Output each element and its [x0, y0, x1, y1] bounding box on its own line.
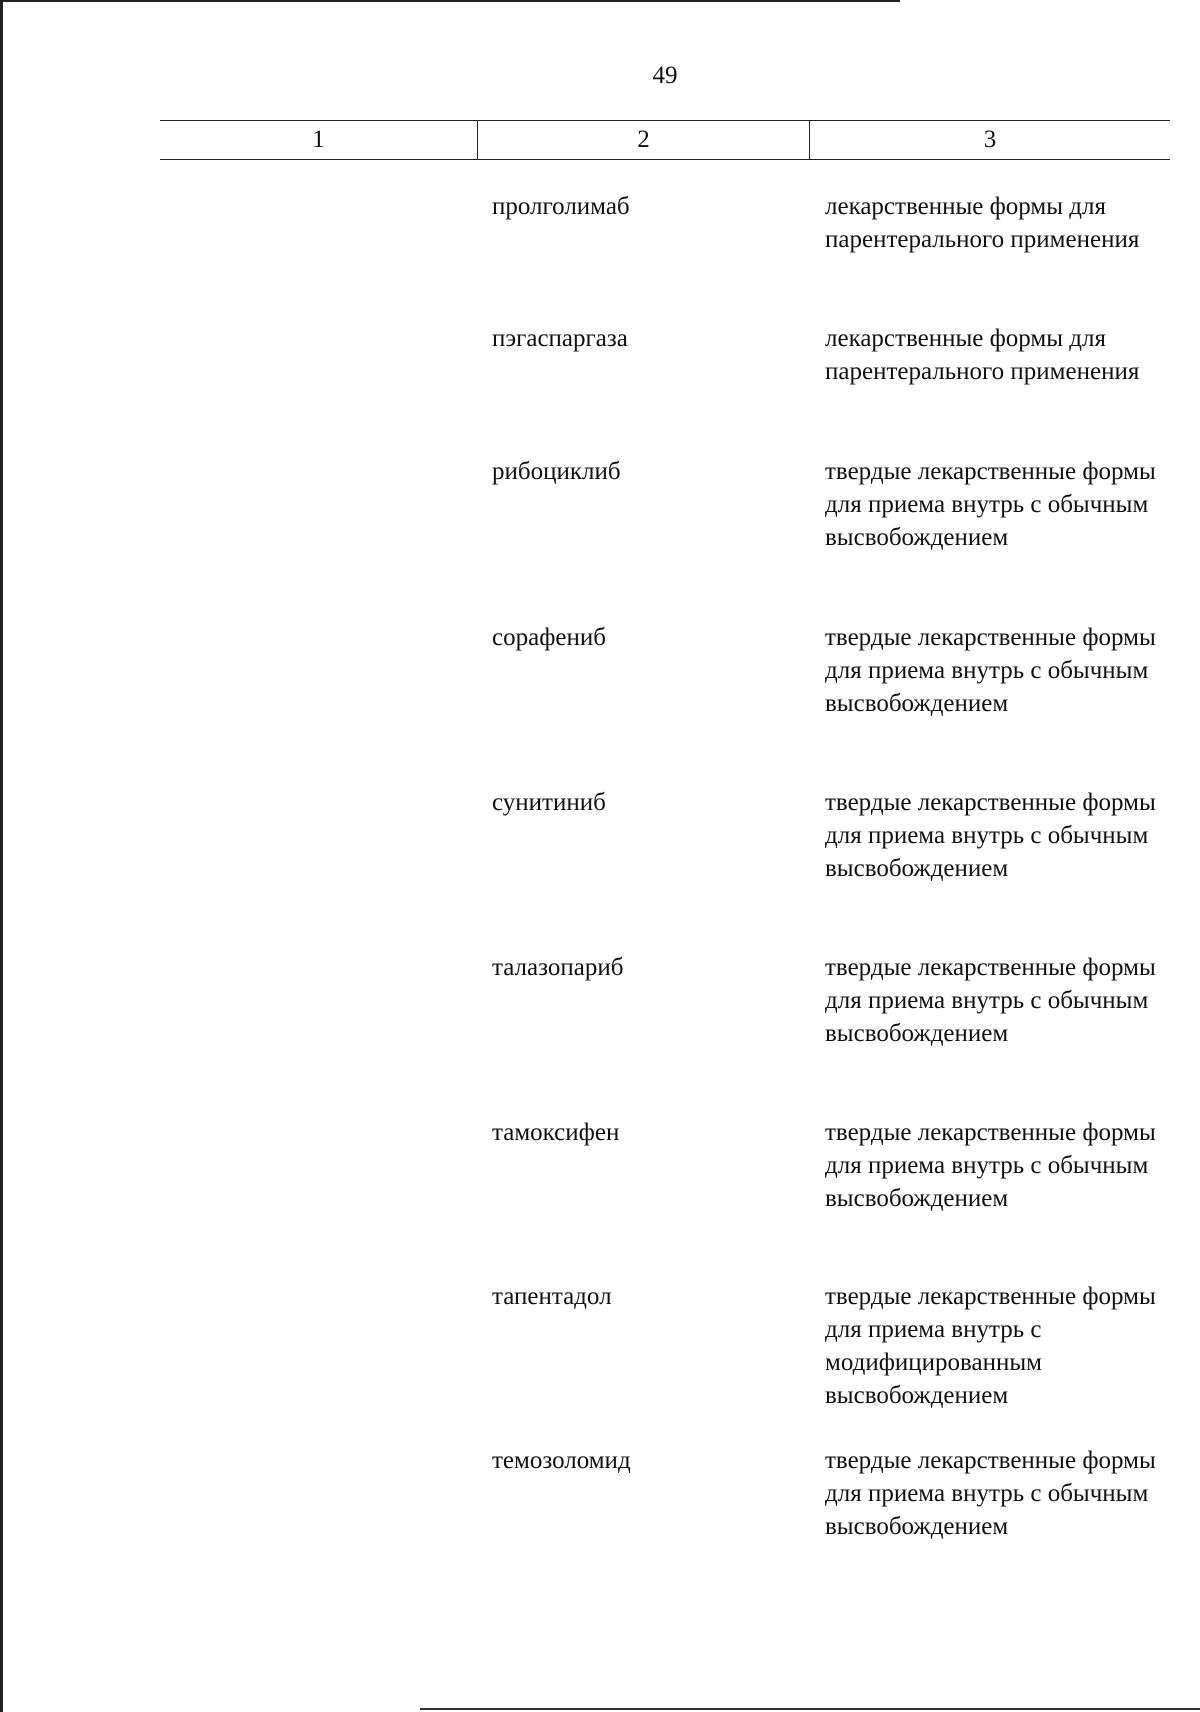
- drug-name: темозоломид: [492, 1447, 631, 1474]
- column-header-3: 3: [983, 126, 997, 153]
- dosage-form: твердые лекарственные формы для приема внутрь с модифицированным высвобождением: [825, 1283, 1156, 1409]
- drug-name: талазопариб: [492, 954, 624, 981]
- dosage-form: твердые лекарственные формы для приема внутрь с обычным высвобождением: [825, 954, 1156, 1047]
- scan-edge-bottom: [420, 1708, 1200, 1710]
- dosage-form: лекарственные формы для парентерального применения: [825, 325, 1140, 385]
- dosage-form: твердые лекарственные формы для приема внутрь с обычным высвобождением: [825, 624, 1156, 717]
- drug-name: рибоциклиб: [492, 458, 621, 485]
- dosage-form: твердые лекарственные формы для приема внутрь с обычным высвобождением: [825, 458, 1156, 551]
- column-header-1: 1: [160, 121, 478, 159]
- dosage-form: твердые лекарственные формы для приема внутрь с обычным высвобождением: [825, 1447, 1156, 1540]
- drug-name: сорафениб: [492, 624, 606, 651]
- drug-name: сунитиниб: [492, 789, 606, 816]
- drug-name: тапентадол: [492, 1283, 612, 1310]
- dosage-form: лекарственные формы для парентерального применения: [825, 193, 1140, 253]
- dosage-form: твердые лекарственные формы для приема внутрь с обычным высвобождением: [825, 1119, 1156, 1212]
- drug-name: тамоксифен: [492, 1119, 620, 1146]
- scan-edge-top: [0, 0, 900, 2]
- drug-name: пролголимаб: [492, 193, 630, 220]
- dosage-form: твердые лекарственные формы для приема внутрь с обычным высвобождением: [825, 789, 1156, 882]
- drug-name: пэгаспаргаза: [492, 325, 628, 352]
- page-number: 49: [652, 62, 678, 89]
- column-header-2: 2: [478, 121, 810, 159]
- table-header: [160, 120, 1170, 160]
- scan-edge-left: [0, 0, 3, 1712]
